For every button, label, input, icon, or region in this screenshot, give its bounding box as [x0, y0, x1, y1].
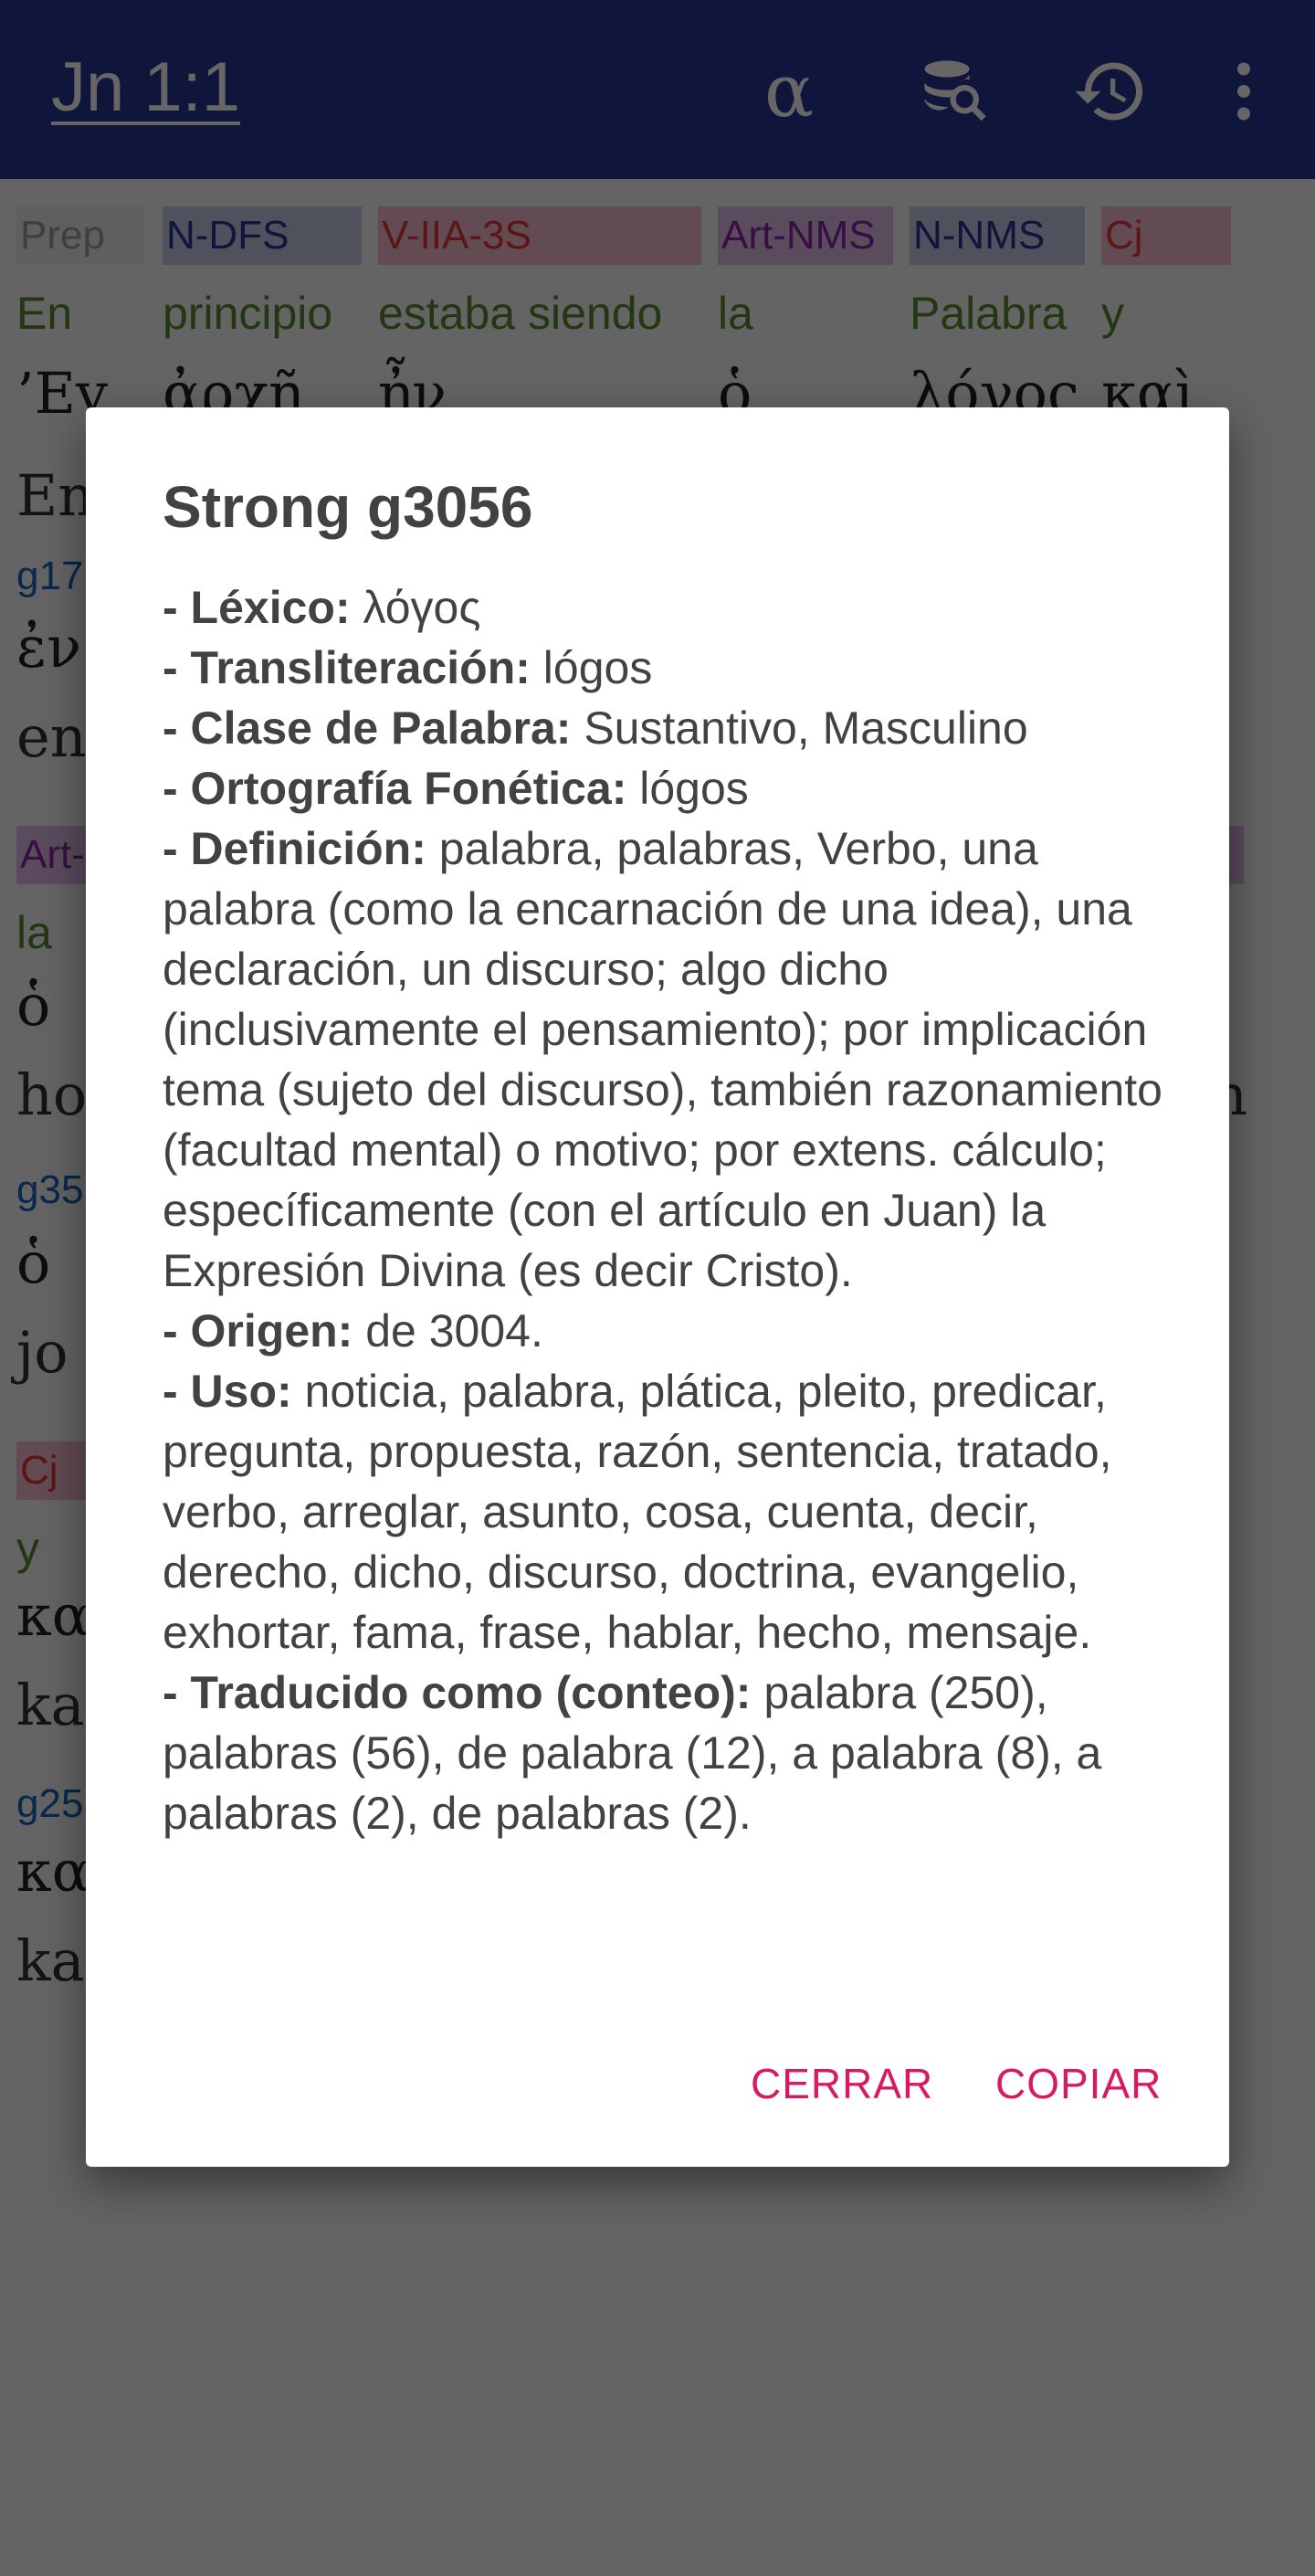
- field-value: palabra, palabras, Verbo, una palabra (como la encarnación de una idea), una declaración, un discurso; algo dicho (inclusivamente el pensamiento); por implicación tema (sujeto del discurso), también razonamiento (facultad mental) o motivo; por extens. cálculo; específicamente (con el artículo en Juan) la Expresión Divina (es decir Cristo).: [163, 823, 1162, 1296]
- field-label: - Traducido como (conteo):: [163, 1667, 752, 1718]
- dialog-title: Strong g3056: [163, 474, 533, 540]
- field-label: - Ortografía Fonética:: [163, 763, 627, 814]
- field-value: palabra (250), palabras (56), de palabra (12), a palabra (8), a palabras (2), de palabras (2).: [163, 1667, 1102, 1839]
- usage-line: [163, 1361, 1176, 1663]
- dialog-body: [163, 577, 1176, 1843]
- field-label: - Origen:: [163, 1305, 353, 1357]
- field-label: - Uso:: [163, 1366, 292, 1417]
- field-label: - Definición:: [163, 823, 426, 874]
- transliteration-line: [163, 638, 1176, 698]
- field-value: de 3004.: [352, 1305, 543, 1357]
- definition-line: [163, 818, 1176, 1301]
- lexicon-line: [163, 577, 1176, 638]
- word-class-line: [163, 698, 1176, 758]
- field-value: Sustantivo, Masculino: [571, 702, 1028, 754]
- field-value: lógos: [626, 763, 749, 814]
- copy-button[interactable]: COPIAR: [995, 2043, 1162, 2125]
- strong-definition-dialog: [86, 407, 1229, 2167]
- field-label: - Transliteración:: [163, 642, 531, 693]
- close-button[interactable]: CERRAR: [751, 2043, 933, 2125]
- field-label: - Clase de Palabra:: [163, 702, 572, 754]
- field-value: noticia, palabra, plática, pleito, predicar, pregunta, propuesta, razón, sentencia, tratado, verbo, arreglar, asunto, cosa, cuenta, decir, derecho, dicho, discurso, doctrina, evangelio, exhortar, fama, frase, hablar, hecho, mensaje.: [163, 1366, 1112, 1658]
- translated-as-line: [163, 1663, 1176, 1843]
- origin-line: [163, 1301, 1176, 1361]
- field-value: lógos: [530, 642, 653, 693]
- field-label: - Léxico:: [163, 582, 351, 633]
- phonetic-line: [163, 758, 1176, 818]
- field-value: λόγος: [350, 582, 481, 633]
